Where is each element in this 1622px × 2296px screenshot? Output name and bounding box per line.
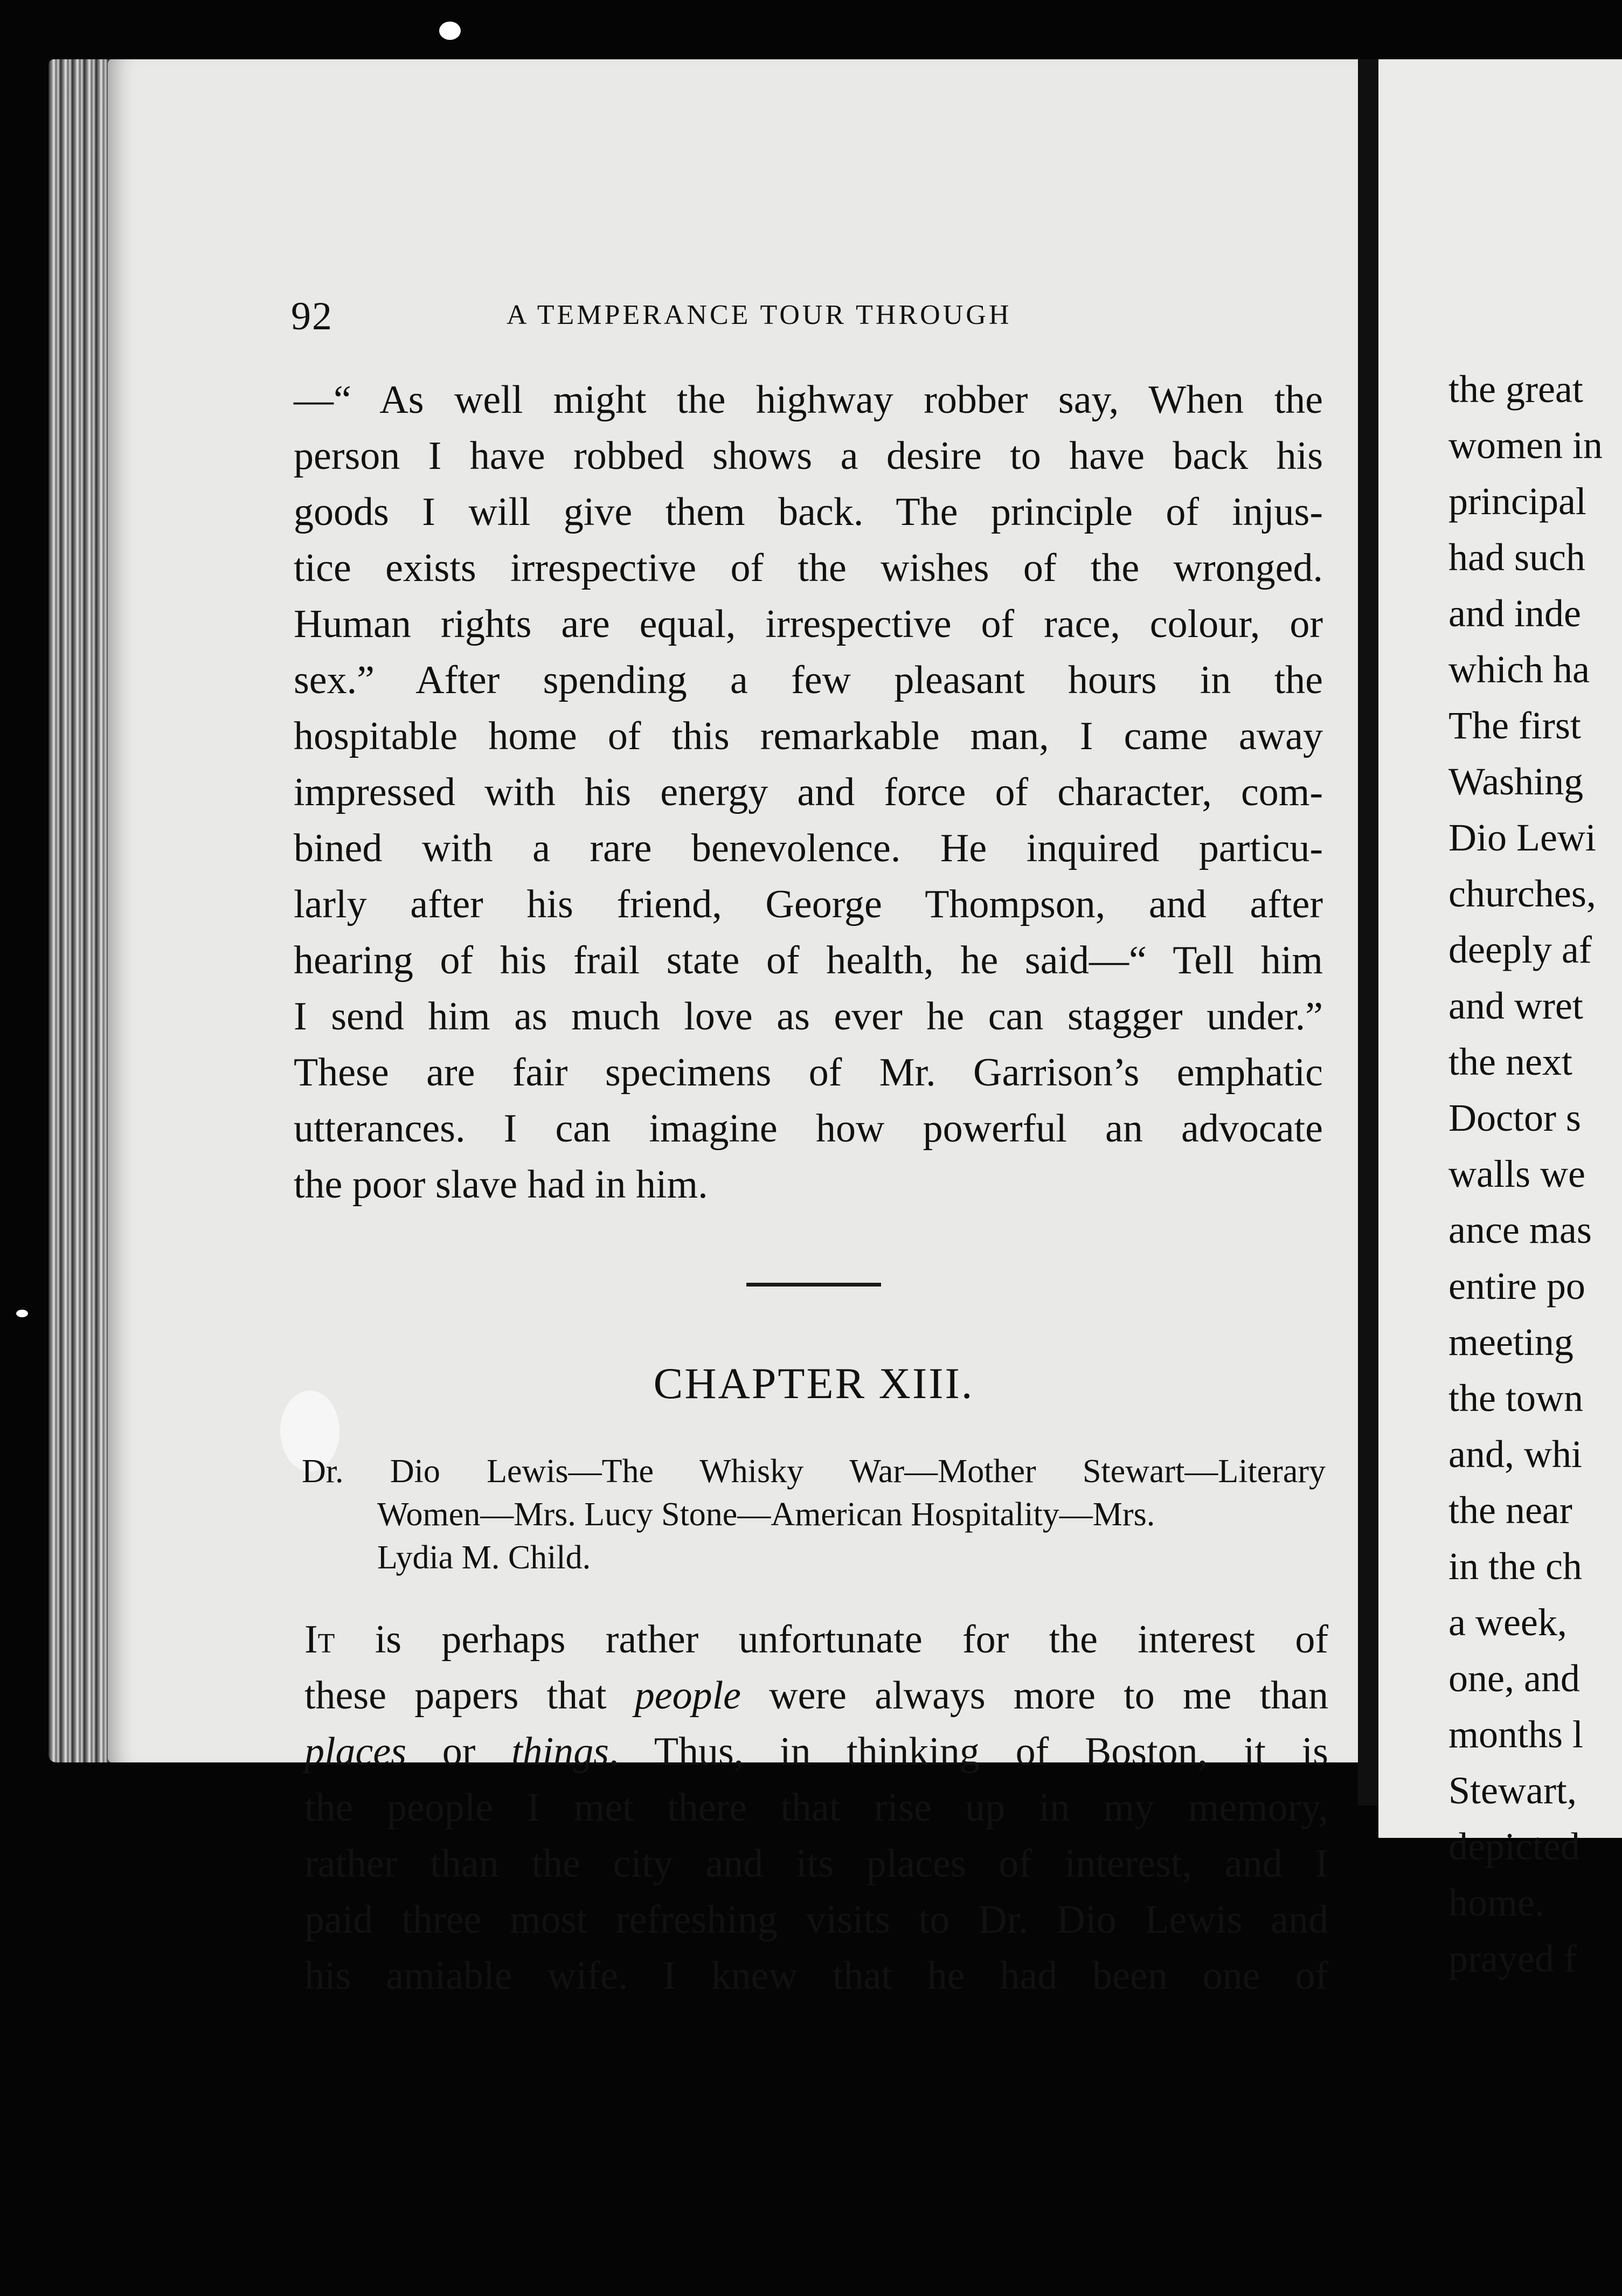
- text-line: paid three most refreshing visits to Dr. Dio Lewis and: [304, 1898, 1328, 1942]
- scan-speck: [16, 1310, 28, 1317]
- text-line: I send him as much love as ever he can stagger under.”: [294, 994, 1323, 1039]
- text-line: a week,: [1448, 1601, 1567, 1644]
- text-line: principal: [1448, 480, 1586, 523]
- text-line: utterances. I can imagine how powerful an advocate: [294, 1106, 1323, 1151]
- text-line: entire po: [1448, 1264, 1585, 1308]
- running-head: [291, 294, 1326, 337]
- text-line: and wret: [1448, 984, 1583, 1027]
- text-line: women in: [1448, 424, 1603, 467]
- synopsis-line: Lydia M. Child.: [377, 1539, 591, 1576]
- text-line: the poor slave had in him.: [294, 1163, 708, 1207]
- text-line: the near: [1448, 1489, 1572, 1532]
- text-line: bined with a rare benevolence. He inquired particu-: [294, 826, 1323, 870]
- text-line: [304, 1724, 1328, 1780]
- body-text-bottom: [304, 1612, 1328, 2004]
- scan-speck: [439, 22, 461, 40]
- text-line: The first: [1448, 704, 1581, 747]
- text-line: the town: [1448, 1377, 1583, 1420]
- book-gutter: [1358, 59, 1378, 1806]
- text-line: in the ch: [1448, 1545, 1582, 1588]
- text-fragment: or: [406, 1730, 512, 1774]
- italic-word: places: [304, 1730, 407, 1774]
- text-line: impressed with his energy and force of character, com-: [294, 770, 1323, 814]
- text-line: [304, 1668, 1328, 1724]
- text-line: —“ As well might the highway robber say, When the: [294, 378, 1323, 422]
- text-fragment: were always more to me than: [741, 1673, 1328, 1718]
- text-line: had such: [1448, 536, 1585, 579]
- text-line: Human rights are equal, irrespective of race, colour, or: [294, 602, 1323, 646]
- text-line: person I have robbed shows a desire to have back his: [294, 434, 1323, 478]
- text-line: [304, 1612, 1328, 1668]
- page-number: 92: [291, 294, 333, 338]
- text-line: home.: [1448, 1881, 1544, 1924]
- right-page: [1378, 59, 1622, 1980]
- text-line: rather than the city and its places of interest, and I: [304, 1842, 1328, 1886]
- text-fragment: these papers that: [304, 1673, 635, 1718]
- text-fragment: is perhaps rather unfortunate for the interest of: [335, 1617, 1328, 1662]
- dropcap-word: It: [304, 1617, 335, 1662]
- text-line: his amiable wife. I knew that he had been one of: [304, 1954, 1328, 1998]
- text-line: which ha: [1448, 648, 1590, 691]
- body-text-top: [294, 372, 1323, 1213]
- text-line: sex.” After spending a few pleasant hours in the: [294, 658, 1323, 702]
- chapter-heading: CHAPTER XIII.: [653, 1359, 974, 1408]
- right-page-text: [1378, 361, 1603, 1987]
- text-line: the great: [1448, 368, 1583, 411]
- text-line: tice exists irrespective of the wishes of the wronged.: [294, 546, 1323, 590]
- text-line: churches,: [1448, 872, 1596, 915]
- synopsis-line: Women—Mrs. Lucy Stone—American Hospitality—Mrs.: [377, 1496, 1155, 1533]
- chapter-synopsis: [302, 1450, 1326, 1579]
- text-line: meeting: [1448, 1320, 1574, 1364]
- text-line: larly after his friend, George Thompson, and after: [294, 882, 1323, 926]
- text-line: walls we: [1448, 1152, 1585, 1195]
- text-line: and inde: [1448, 592, 1581, 635]
- text-line: prayed f: [1448, 1937, 1577, 1980]
- text-line: ance mas: [1448, 1208, 1592, 1251]
- text-line: and, whi: [1448, 1433, 1582, 1476]
- italic-word: things: [511, 1730, 609, 1774]
- text-line: deeply af: [1448, 928, 1592, 971]
- text-line: hearing of his frail state of health, he said—“ Tell him: [294, 938, 1323, 983]
- text-line: months l: [1448, 1713, 1584, 1756]
- running-title: A TEMPERANCE TOUR THROUGH: [507, 300, 1012, 330]
- text-line: Doctor s: [1448, 1096, 1581, 1139]
- text-line: the people I met there that rise up in my memory,: [304, 1786, 1328, 1830]
- text-line: hospitable home of this remarkable man, I came away: [294, 714, 1323, 758]
- text-line: These are fair specimens of Mr. Garrison’s emphatic: [294, 1050, 1323, 1095]
- text-line: Dio Lewi: [1448, 816, 1596, 859]
- text-line: one, and: [1448, 1657, 1580, 1700]
- text-line: Washing: [1448, 760, 1584, 803]
- synopsis-line: Dr. Dio Lewis—The Whisky War—Mother Stewart—Literary: [302, 1453, 1326, 1490]
- text-line: the next: [1448, 1040, 1572, 1083]
- text-line: goods I will give them back. The principle of injus-: [294, 490, 1323, 534]
- italic-word: people: [634, 1673, 741, 1718]
- text-fragment: . Thus, in thinking of Boston, it is: [608, 1730, 1328, 1774]
- text-line: Stewart,: [1448, 1769, 1577, 1812]
- section-divider: [746, 1283, 881, 1287]
- text-line: depicted: [1448, 1825, 1580, 1868]
